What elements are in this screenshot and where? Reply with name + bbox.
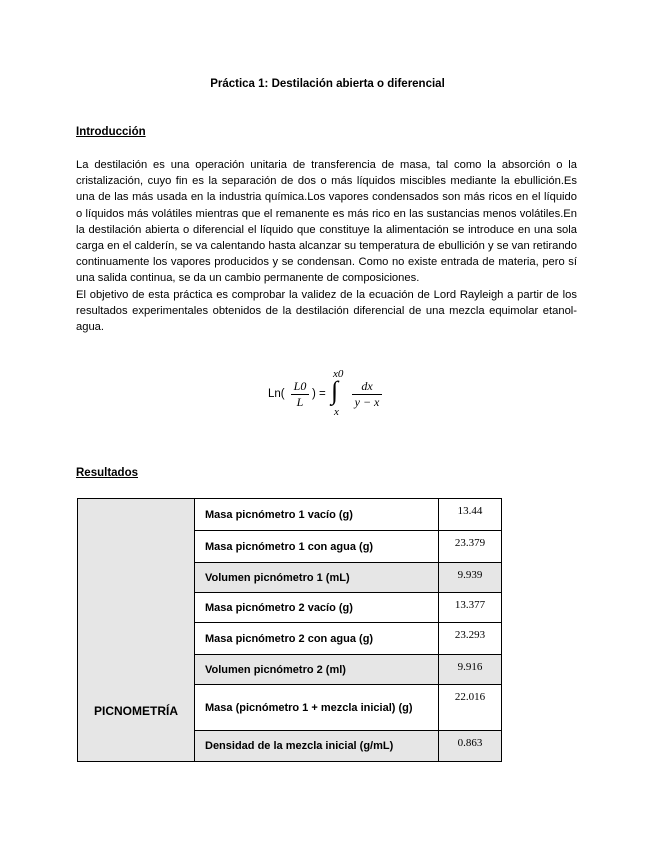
- row-value: 13.377: [439, 593, 502, 623]
- intro-body: [76, 157, 577, 335]
- equation-frac1-denominator: L: [296, 395, 304, 409]
- row-label: Masa (picnómetro 1 + mezcla inicial) (g): [195, 685, 439, 731]
- equation-frac2-denominator: y − x: [354, 395, 380, 409]
- results-heading: Resultados: [76, 467, 138, 479]
- row-label: Volumen picnómetro 1 (mL): [195, 563, 439, 593]
- row-value: 23.293: [439, 623, 502, 655]
- integral-lower-limit: x: [334, 406, 339, 418]
- intro-paragraph-1: La destilación es una operación unitaria de transferencia de masa, tal como la absorción o la cristalización, cuyo fin es la separación de dos o más líquidos miscibles mediante la ebullición.Es una de las más usada en la industria química.Los vapores condensados son más ricos en el líquido o líquidos más volátiles mientras que el remanente es más rico en las sustancias menos volátiles.En la destilación abierta o diferencial el líquido que constituye la alimentación se introduce en una sola carga en el calderín, se va calentando hasta alcanzar su temperatura de ebullición y se van retirando continuamente los vapores producidos y se condensan. Como no existe entrada de materia, pero sí una salida continua, se da un cambio permanente de composiciones.: [76, 159, 577, 285]
- pycnometry-table: [77, 498, 502, 762]
- equation-frac2-numerator: dx: [361, 379, 373, 393]
- equation-close-equals: ) =: [312, 388, 326, 400]
- row-label: Densidad de la mezcla inicial (g/mL): [195, 731, 439, 762]
- row-value: 0.863: [439, 731, 502, 762]
- equation-ln-label: Ln(: [268, 388, 285, 400]
- integral-sign: ∫: [331, 376, 339, 405]
- equation-fraction-dx: [352, 380, 382, 409]
- intro-paragraph-2: El objetivo de esta práctica es comprobar la validez de la ecuación de Lord Rayleigh a partir de los resultados experimentales obtenidos de la destilación diferencial de una mezcla equimolar etanol-agua.: [76, 288, 577, 334]
- row-label: Volumen picnómetro 2 (ml): [195, 655, 439, 685]
- row-label: Masa picnómetro 1 vacío (g): [195, 499, 439, 531]
- rayleigh-equation: [0, 368, 655, 424]
- row-value: 13.44: [439, 499, 502, 531]
- row-value: 9.916: [439, 655, 502, 685]
- group-label-pycnometry: PICNOMETRÍA: [78, 499, 195, 762]
- equation-frac1-numerator: L0: [293, 379, 307, 393]
- row-label: Masa picnómetro 2 con agua (g): [195, 623, 439, 655]
- table-row: [78, 499, 502, 531]
- row-label: Masa picnómetro 2 vacío (g): [195, 593, 439, 623]
- document-title: Práctica 1: Destilación abierta o diferencial: [210, 78, 445, 90]
- row-label: Masa picnómetro 1 con agua (g): [195, 531, 439, 563]
- intro-heading: Introducción: [76, 126, 146, 138]
- row-value: 22.016: [439, 685, 502, 731]
- integral-upper-limit: x0: [333, 368, 344, 380]
- equation-fraction-l0-l: [291, 380, 309, 409]
- row-value: 23.379: [439, 531, 502, 563]
- row-value: 9.939: [439, 563, 502, 593]
